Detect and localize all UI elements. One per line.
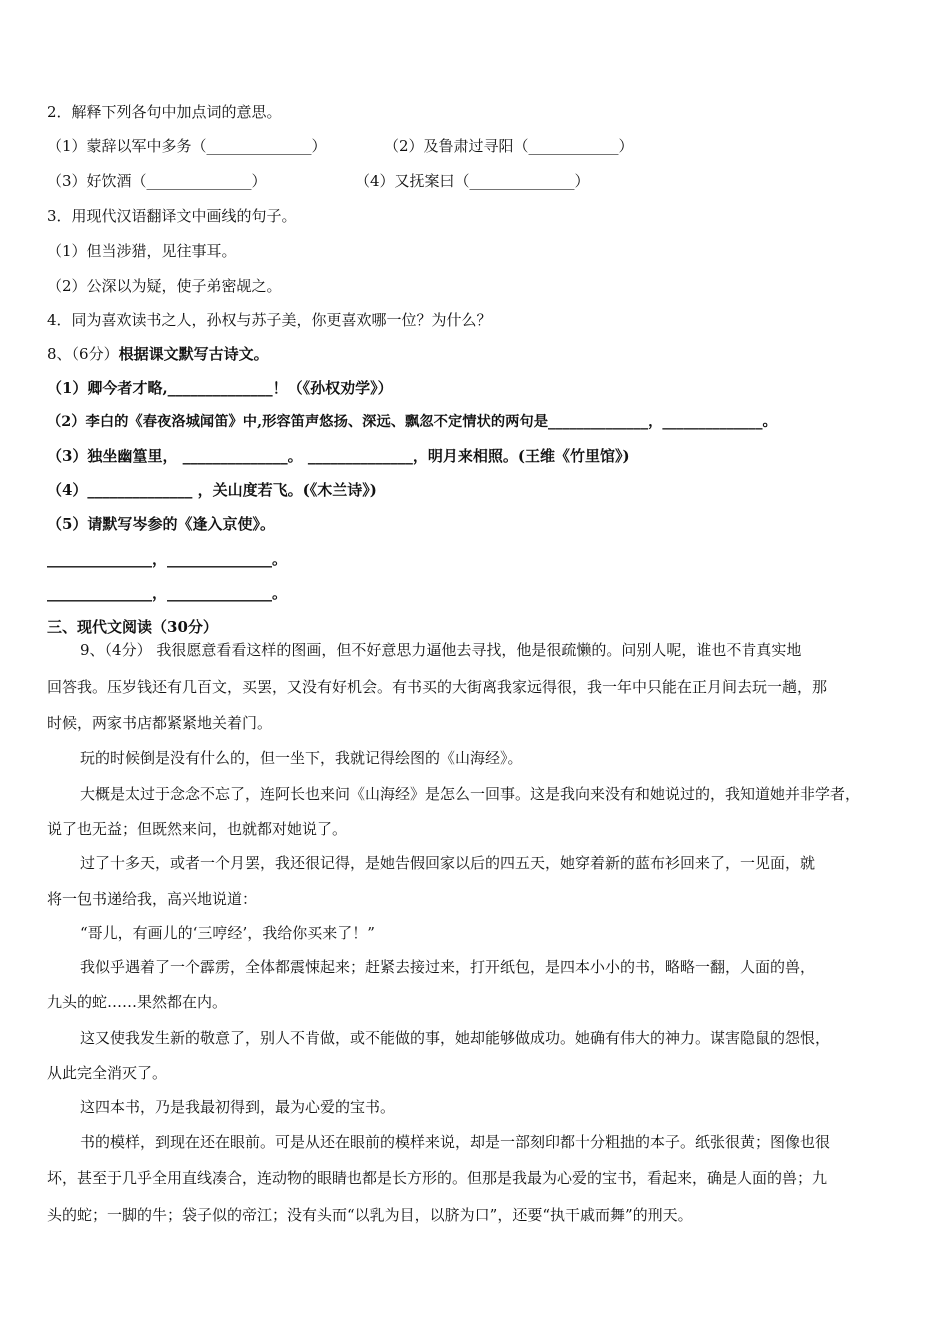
q4-title: 4．同为喜欢读书之人，孙权与苏子美，你更喜欢哪一位？为什么？: [47, 311, 492, 329]
q2-title: 2．解释下列各句中加点词的意思。: [47, 103, 282, 121]
q8-prefix: 8、（6分）: [47, 345, 119, 363]
q2-item-3: （3）好饮酒（______________）: [47, 172, 267, 190]
passage-p9-line-1: 书的模样，到现在还在眼前。可是从还在眼前的模样来说，却是一部刻印都十分粗拙的本子。纸张很黄；图像也很: [80, 1133, 831, 1151]
section-3-title: 三、现代文阅读（30分）: [47, 618, 218, 636]
passage-p7-line-2: 从此完全消灭了。: [47, 1064, 168, 1082]
q8-blank-line-2: ______________，______________。: [47, 584, 288, 602]
passage-p1-line-3: 时候，两家书店都紧紧地关着门。: [47, 714, 273, 732]
passage-p9-line-3: 头的蛇；一脚的牛；袋子似的帝江；没有头而“以乳为目，以脐为口”，还要“执干戚而舞”的刑天。: [47, 1206, 693, 1224]
passage-p3-line-1: 大概是太过于念念不忘了，连阿长也来问《山海经》是怎么一回事。这是我向来没有和她说过的，我知道她并非学者，: [80, 785, 861, 803]
q8-item-3: （3）独坐幽篁里， ______________。 ______________，明月来相照。(王维《竹里馆》): [47, 447, 630, 465]
passage-p1-line-2: 回答我。压岁钱还有几百文，买罢，又没有好机会。有书买的大街离我家远得很，我一年中只能在正月间去玩一趟，那: [47, 678, 828, 696]
passage-p4-line-2: 将一包书递给我，高兴地说道：: [47, 890, 258, 908]
q3-title: 3．用现代汉语翻译文中画线的句子。: [47, 207, 297, 225]
passage-p8-line-1: 这四本书，乃是我最初得到，最为心爱的宝书。: [80, 1098, 396, 1116]
passage-p4-line-1: 过了十多天，或者一个月罢，我还很记得，是她告假回家以后的四五天，她穿着新的蓝布衫回来了，一见面，就: [80, 854, 816, 872]
q8-heading: [47, 344, 269, 364]
passage-p7-line-1: 这又使我发生新的敬意了，别人不肯做，或不能做的事，她却能够做成功。她确有伟大的神力。谋害隐鼠的怨恨，: [80, 1029, 831, 1047]
q8-title: 根据课文默写古诗文。: [118, 345, 269, 363]
passage-p5-line-1: “哥儿，有画儿的‘三哼经’，我给你买来了！”: [80, 924, 375, 942]
q2-item-2: （2）及鲁肃过寻阳（____________）: [384, 137, 634, 155]
q2-item-1: （1）蒙辞以军中多务（______________）: [47, 137, 327, 155]
q8-item-2: （2）李白的《春夜洛城闻笛》中,形容笛声悠扬、深远、飘忽不定情状的两句是______________，______________。: [47, 414, 777, 430]
passage-p6-line-2: 九头的蛇……果然都在内。: [47, 993, 228, 1011]
q3-item-2: （2）公深以为疑，使子弟密觇之。: [47, 277, 282, 295]
q8-item-1: （1）卿今者才略,______________！（《孙权劝学》）: [47, 379, 393, 397]
passage-p3-line-2: 说了也无益；但既然来问，也就都对她说了。: [47, 820, 348, 838]
passage-p1-line-1: 9、（4分） 我很愿意看看这样的图画，但不好意思力逼他去寻找，他是很疏懒的。问别人呢，谁也不肯真实地: [80, 641, 802, 659]
q2-item-4: （4）又抚案曰（______________）: [355, 172, 590, 190]
q3-item-1: （1）但当涉猎，见往事耳。: [47, 242, 237, 260]
passage-p6-line-1: 我似乎遇着了一个霹雳，全体都震悚起来；赶紧去接过来，打开纸包，是四本小小的书，略略一翻，人面的兽，: [80, 958, 816, 976]
passage-p2-line-1: 玩的时候倒是没有什么的，但一坐下，我就记得绘图的《山海经》。: [80, 749, 523, 767]
passage-p9-line-2: 坏，甚至于几乎全用直线凑合，连动物的眼睛也都是长方形的。但那是我最为心爱的宝书，看起来，确是人面的兽；九: [47, 1169, 828, 1187]
q8-item-5: （5）请默写岑参的《逢入京使》。: [47, 515, 275, 533]
q8-blank-line-1: ______________，______________。: [47, 550, 288, 568]
q8-item-4: （4）______________ ，关山度若飞。(《木兰诗》): [47, 481, 377, 499]
